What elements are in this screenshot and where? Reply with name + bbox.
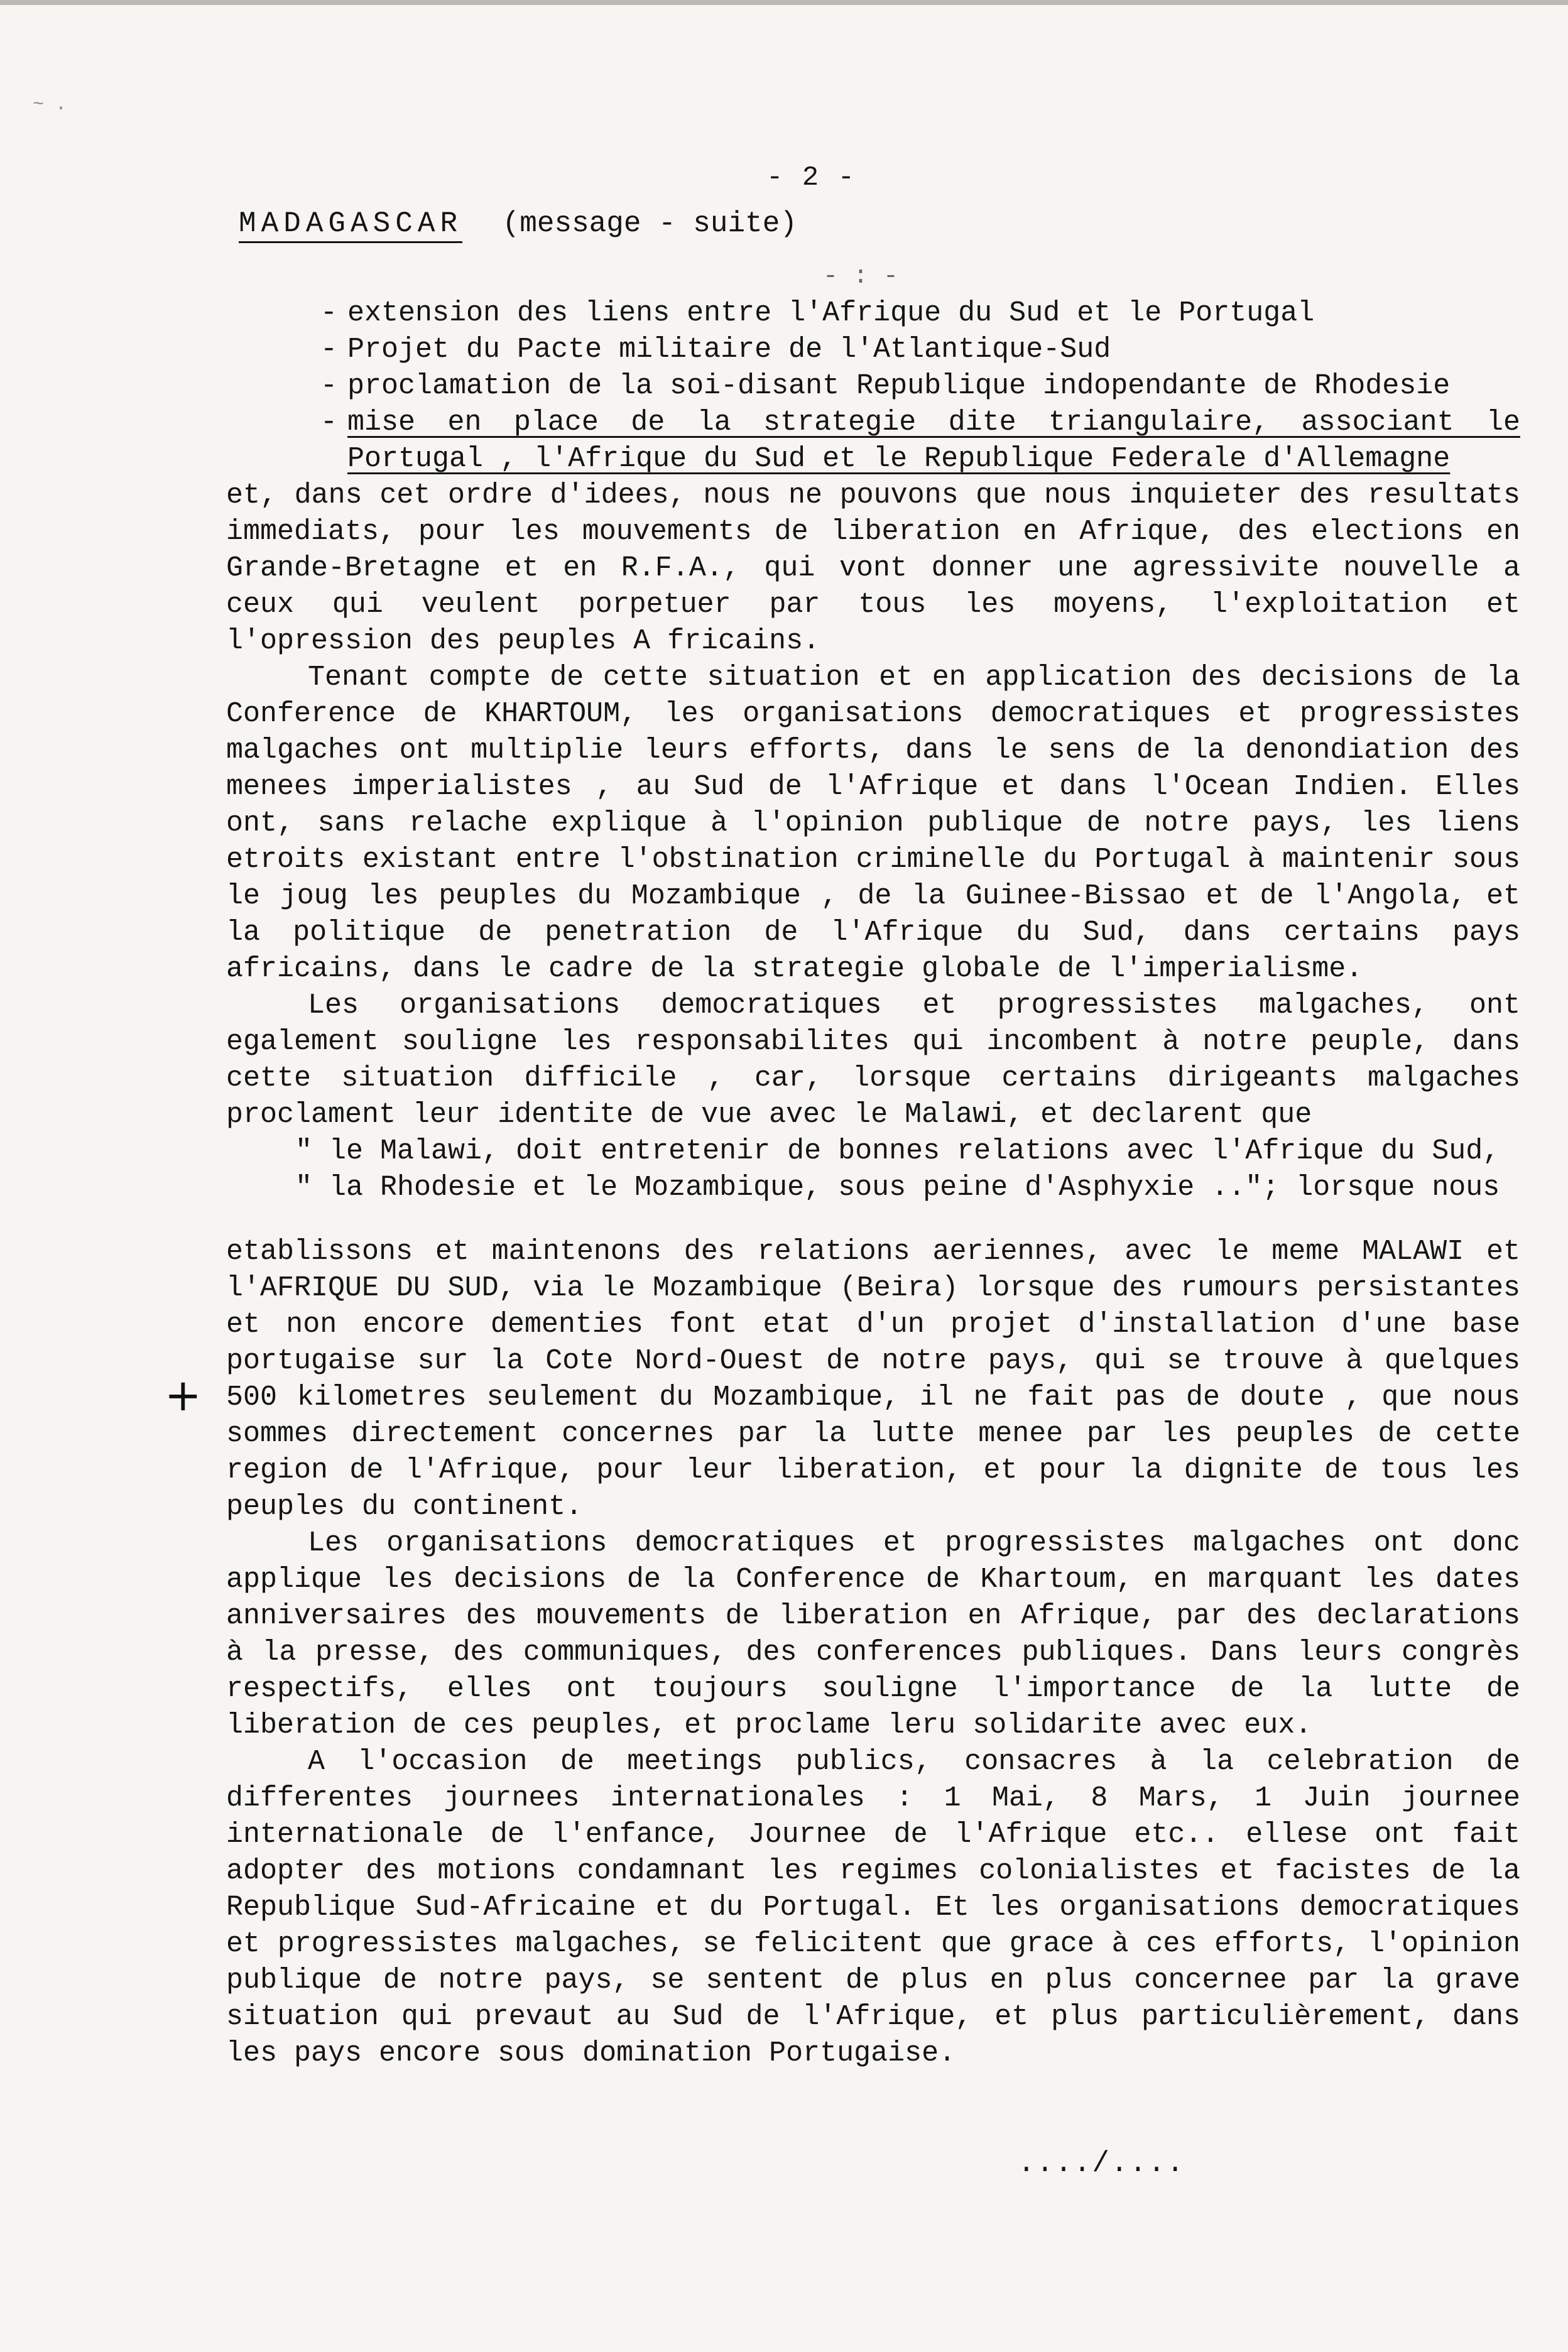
page-number: - 2 - bbox=[766, 162, 856, 193]
paragraph: A l'occasion de meetings publics, consacres à la celebration de differentes journees internationales : 1 Mai, 8 Mars, 1 Juin journee internationale de l'enfance, Journee de l'Afrique etc.. ellese ont fait adopter des motions condamnant les regimes colonialistes et facistes de la Republique Sud-Africaine et du Portugal. Et les organisations democratiques et progressistes malgaches, se felicitent que grace à ces efforts, l'opinion publique de notre pays, se sentent de plus en plus concernee par la grave situation qui prevaut au Sud de l'Afrique, et plus particulièrement, dans les pays encore sous domination Portugaise. bbox=[226, 1746, 1520, 2069]
bullet-item: - proclamation de la soi-disant Republique indopendante de Rhodesie bbox=[226, 368, 1520, 405]
page-heading bbox=[239, 207, 797, 240]
bullet-text: proclamation de la soi-disant Republique indopendante de Rhodesie bbox=[347, 370, 1451, 402]
scan-edge bbox=[0, 0, 1568, 5]
quotation-line: " la Rhodesie et le Mozambique, sous peine d'Asphyxie .."; lorsque nous bbox=[295, 1172, 1500, 1204]
bullet-text: extension des liens entre l'Afrique du Sud et le Portugal bbox=[347, 297, 1315, 329]
paragraph: Les organisations democratiques et progressistes malgaches, ont egalement souligne les responsabilites qui incombent à notre peuple, dans cette situation difficile , car, lorsque certains dirigeants malgaches proclament leur identite de vue avec le Malawi, et declarent que bbox=[226, 989, 1520, 1131]
quotation-line: " le Malawi, doit entretenir de bonnes relations avec l'Afrique du Sud, bbox=[295, 1135, 1500, 1167]
spacer bbox=[226, 1206, 1520, 1234]
paragraph: etablissons et maintenons des relations aeriennes, avec le meme MALAWI et l'AFRIQUE DU SUD, via le Mozambique (Beira) lorsque des rumours persistantes et non encore dementies font etat d'un projet d'installation d'une base portugaise sur la Cote Nord-Ouest de notre pays, qui se trouve à quelques 500 kilometres seulement du Mozambique, il ne fait pas de doute , que nous sommes directement concernes par la lutte menee par les peuples de cette region de l'Afrique, pour leur liberation, et pour la dignite de tous les peuples du continent. bbox=[226, 1236, 1520, 1523]
margin-mark: ~ . bbox=[33, 94, 67, 116]
paragraph: Tenant compte de cette situation et en application des decisions de la Conference de KHARTOUM, les organisations democratiques et progressistes malgaches ont multiplie leurs efforts, dans le sens de la denondiation des menees imperialistes , au Sud de l'Afrique et dans l'Ocean Indien. Elles ont, sans relache explique à l'opinion publique de notre pays, les liens etroits existant entre l'obstination criminelle du Portugal à maintenir sous le joug les peuples du Mozambique , de la Guinee-Bissao et de l'Angola, et la politique de penetration de l'Afrique du Sud, dans certains pays africains, dans le cadre de la strategie globale de l'imperialisme. bbox=[226, 662, 1520, 985]
margin-cross-mark: + bbox=[165, 1369, 202, 1421]
stray-mark: - : - bbox=[823, 263, 899, 291]
paragraph: Les organisations democratiques et progressistes malgaches ont donc applique les decisions de la Conference de Khartoum, en marquant les dates anniversaires des mouvements de liberation en Afrique, par des declarations à la presse, des communiques, des conferences publiques. Dans leurs congrès respectifs, elles ont toujours souligne l'importance de la lutte de liberation de ces peuples, et proclame leru solidarite avec eux. bbox=[226, 1527, 1520, 1741]
bullet-text: Projet du Pacte militaire de l'Atlantique-Sud bbox=[347, 334, 1111, 366]
bullet-item: - mise en place de la strategie dite triangulaire, associant le Portugal , l'Afrique du Sud et le Republique Federale d'Allemagne bbox=[226, 405, 1520, 477]
paragraph: et, dans cet ordre d'idees, nous ne pouvons que nous inquieter des resultats immediats, pour les mouvements de liberation en Afrique, des elections en Grande-Bretagne et en R.F.A., qui vont donner une agressivite nouvelle a ceux qui veulent porpetuer par tous les moyens, l'exploitation et l'opression des peuples A fricains. bbox=[226, 479, 1520, 657]
heading-subtitle: (message - suite) bbox=[502, 207, 797, 240]
bullet-item: - extension des liens entre l'Afrique du Sud et le Portugal bbox=[226, 295, 1520, 332]
document-body bbox=[226, 295, 1520, 2072]
bullet-item: - Projet du Pacte militaire de l'Atlantique-Sud bbox=[226, 332, 1520, 368]
continuation-marker: ..../.... bbox=[1018, 2147, 1185, 2180]
bullet-text-underlined: mise en place de la strategie dite triangulaire, associant le Portugal , l'Afrique du Sud et le Republique Federale d'Allemagne bbox=[347, 406, 1520, 475]
heading-country: MADAGASCAR bbox=[239, 207, 462, 243]
